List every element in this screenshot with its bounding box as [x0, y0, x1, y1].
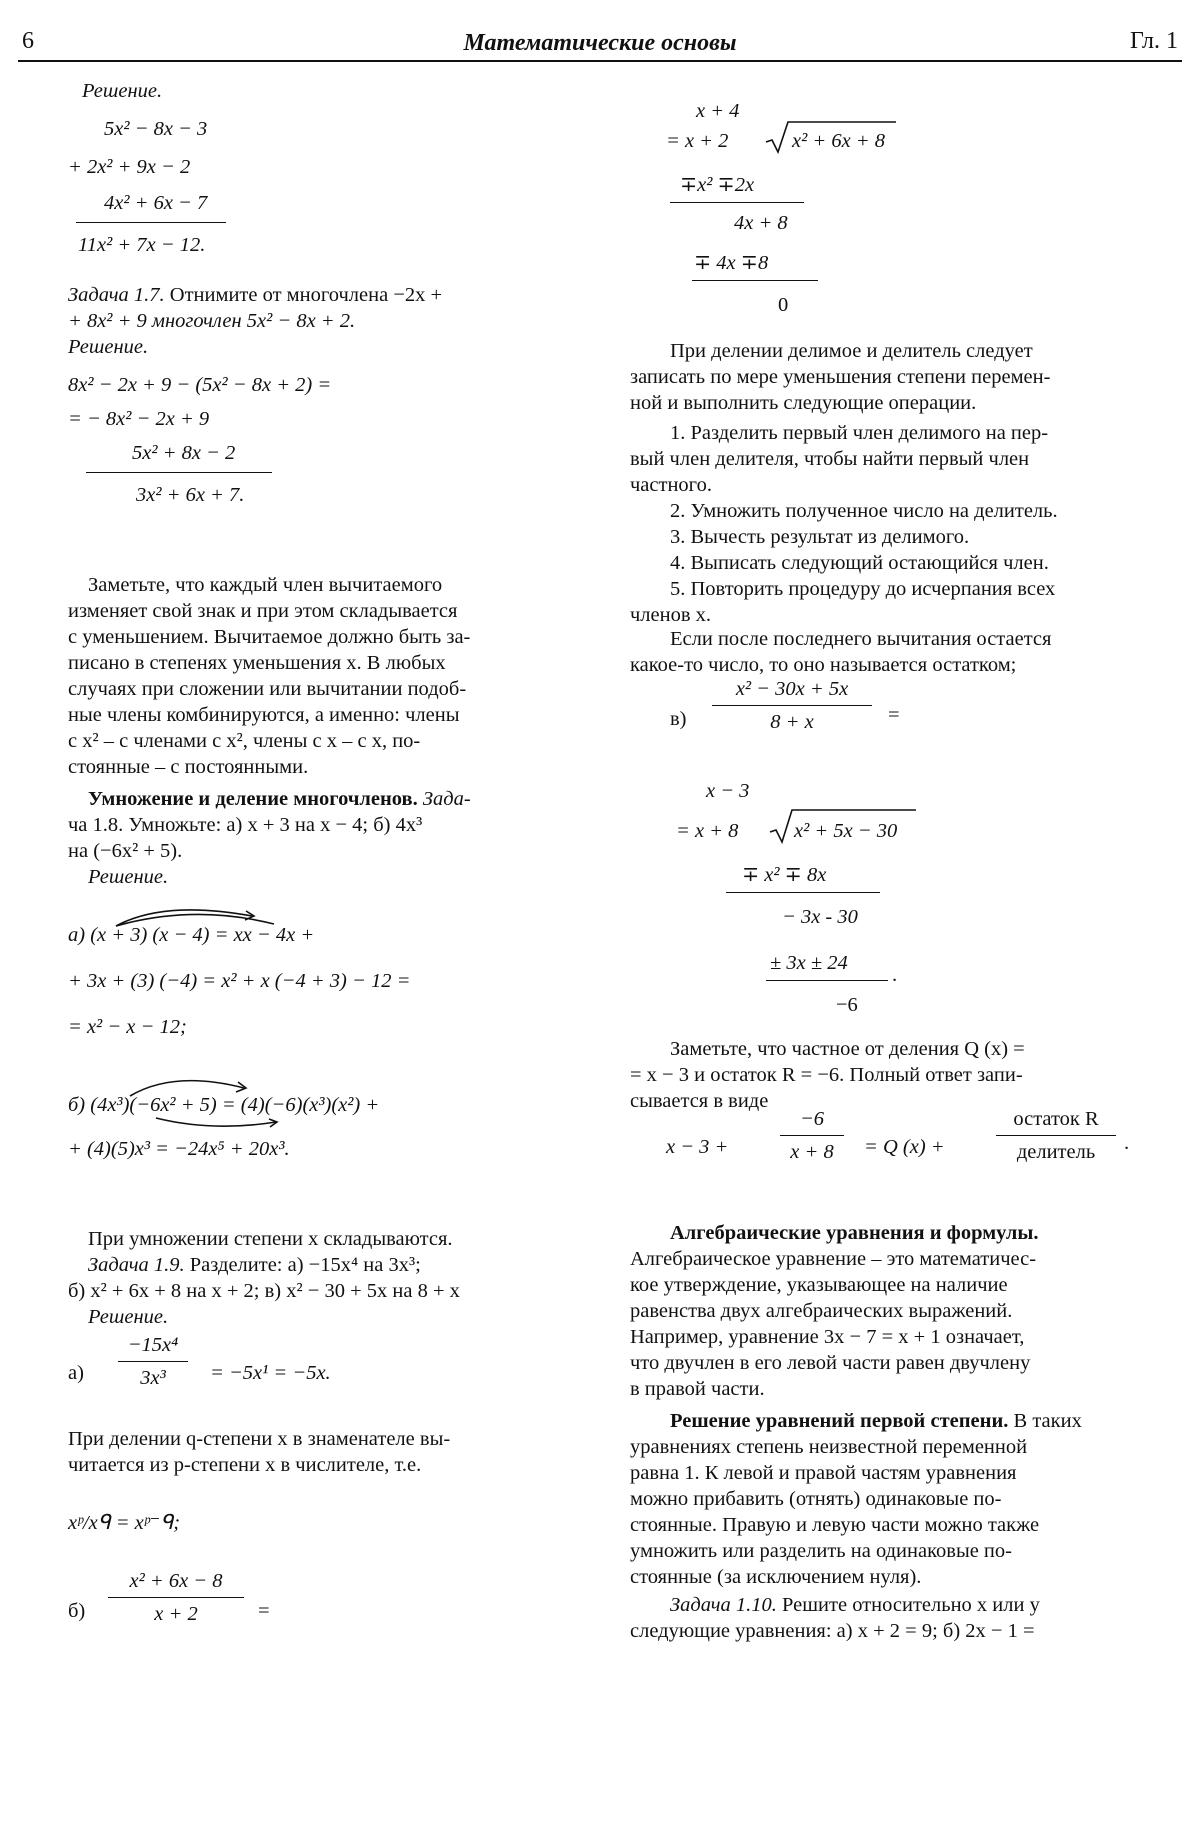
note-subtraction: Заметьте, что каждый член вычитаемого изменяет свой знак и при этом складывается с уменьшением. Вычитаемое должно быть за- писано в степенях уменьшения x. В любых случаях при сложении или вычитании подоб- ные члены комбинируются, а именно: члены с x² – с членами с x², члены с x – с x, по- стоянные – с постоянными. — [68, 574, 471, 778]
long-division-2-divisor: = x + 8 — [676, 820, 739, 842]
answer-period: . — [1124, 1132, 1130, 1154]
long-division-2-subtract-1: ∓ x² ∓ 8x — [742, 864, 827, 886]
division-b-equals: = — [258, 1600, 270, 1622]
long-division-1-remainder-2: 0 — [778, 294, 789, 316]
division-c-label: в) — [670, 708, 687, 730]
first-degree-paragraph: Решение уравнений первой степени. В таких уравнениях степень неизвестной переменной равна 1. К левой и правой частям уравнения можно прибавить (отнять) одинаковые по- стоянные. Правую и левую части можно также умножить или разделить на одинаковые по- стоянные (за исключением нуля). — [630, 1410, 1082, 1588]
division-rule — [766, 980, 888, 981]
solution-label: Решение. — [68, 336, 149, 358]
division-rule — [670, 202, 804, 203]
quotient-note: Заметьте, что частное от деления Q (x) = = x − 3 и остаток R = −6. Полный ответ запи- сывается в виде — [630, 1038, 1025, 1112]
division-c-fraction: x² − 30x + 5x 8 + x — [712, 676, 872, 735]
chapter-label: Гл. 1 — [1129, 28, 1178, 54]
solution-label: Решение. — [88, 866, 169, 888]
answer-fraction-1: −6 x + 8 — [780, 1106, 844, 1165]
sentence-period: . — [892, 964, 898, 986]
task-1-8: ча 1.8. Умножьте: а) x + 3 на x − 4; б) 4x³ — [68, 814, 423, 836]
answer-middle: = Q (x) + — [864, 1136, 945, 1158]
task-1-10-line-2: следующие уравнения: а) x + 2 = 9; б) 2x − 1 = — [630, 1620, 1035, 1642]
task-1-7-line-2: + 8x² + 9 многочлен 5x² − 8x + 2. — [68, 310, 356, 332]
note-division-line-1: При делении q-степени x в знаменателе вы- — [68, 1428, 451, 1450]
remainder-definition: Если после последнего вычитания остается какое-то число, то оно называется остатком; — [630, 628, 1052, 676]
long-division-1-dividend: x² + 6x + 8 — [792, 130, 886, 152]
task-1-10: Задача 1.10. Решите относительно x или y — [670, 1594, 1040, 1616]
long-division-2-quotient: x − 3 — [706, 780, 750, 802]
division-a-result: = −5x¹ = −5x. — [210, 1362, 331, 1384]
sum-rule — [76, 222, 226, 223]
long-division-2-dividend: x² + 5x − 30 — [794, 820, 898, 842]
running-title: Математические основы — [463, 30, 737, 56]
answer-lhs: x − 3 + — [666, 1136, 729, 1158]
multiply-a-line-2: + 3x + (3) (−4) = x² + x (−4 + 3) − 12 = — [68, 970, 411, 992]
task-1-7: Задача 1.7. Отнимите от многочлена −2x + — [68, 284, 443, 306]
section-heading: Решение уравнений первой степени. — [670, 1410, 1009, 1432]
solution-label: Решение. — [88, 1306, 169, 1328]
multiply-a-line-3: = x² − x − 12; — [68, 1016, 187, 1038]
division-steps: 1. Разделить первый член делимого на пер- вый член делителя, чтобы найти первый член частного. 2. Умножить полученное число на делитель. 3. Вычесть результат из делимого. 4. Выписать следующий остающийся член. 5. Повторить процедуру до исчерпания всех членов x. — [630, 422, 1058, 626]
distribution-arrows — [152, 1114, 292, 1134]
note-multiplication: При умножении степени x складываются. — [88, 1228, 453, 1250]
addition-line-2: + 2x² + 9x − 2 — [68, 156, 191, 178]
task-1-9: Задача 1.9. Разделите: а) −15x⁴ на 3x³; — [88, 1254, 421, 1276]
running-header — [18, 20, 1182, 62]
long-division-1-subtract-1: ∓x² ∓2x — [680, 174, 755, 196]
multiply-b-line-1: б) (4x³)(−6x² + 5) = (4)(−6)(x³)(x²) + — [68, 1094, 380, 1116]
long-division-1-remainder-1: 4x + 8 — [734, 212, 788, 234]
addition-line-3: 4x² + 6x − 7 — [104, 192, 208, 214]
task-1-9-line-2: б) x² + 6x + 8 на x + 2; в) x² − 30 + 5x на 8 + x — [68, 1280, 460, 1302]
long-division-1-divisor: = x + 2 — [666, 130, 729, 152]
division-a-fraction: −15x⁴ 3x³ — [118, 1332, 188, 1391]
division-rule — [726, 892, 880, 893]
subtraction-result: 3x² + 6x + 7. — [136, 484, 245, 506]
task-1-8-line-3: на (−6x² + 5). — [68, 840, 183, 862]
long-division-2-remainder-1: − 3x - 30 — [782, 906, 858, 928]
subtraction-line-1: 8x² − 2x + 9 − (5x² − 8x + 2) = — [68, 374, 332, 396]
note-division-line-2: читается из p-степени x в числителе, т.е. — [68, 1454, 422, 1476]
division-b-label: б) — [68, 1600, 86, 1622]
subtraction-line-2: = − 8x² − 2x + 9 — [68, 408, 210, 430]
division-a-label: а) — [68, 1362, 84, 1384]
section-heading: Алгебраические уравнения и формулы. — [670, 1222, 1039, 1244]
answer-fraction-2: остаток R делитель — [996, 1106, 1116, 1165]
long-division-1-quotient: x + 4 — [696, 100, 740, 122]
section-multiplication: Умножение и деление многочленов. Зада- — [88, 788, 471, 810]
long-division-2-subtract-2: ± 3x ± 24 — [770, 952, 848, 974]
power-division-rule: xᵖ/xᑫ = xᵖ⁻ᑫ; — [68, 1512, 181, 1534]
page-number: 6 — [22, 28, 34, 54]
algebraic-equations-paragraph: Алгебраические уравнения и формулы. Алгебраическое уравнение – это математичес- кое утверждение, указывающее на наличие равенства двух алгебраических выражений. Например, уравнение 3x − 7 = x + 1 означает, что двучлен в его левой части равен двучлену в правой части. — [630, 1220, 1178, 1402]
multiply-a-line-1: а) (x + 3) (x − 4) = xx − 4x + — [68, 924, 315, 946]
solution-label: Решение. — [82, 80, 163, 102]
long-division-2-remainder-2: −6 — [836, 994, 858, 1016]
division-b-fraction: x² + 6x − 8 x + 2 — [108, 1568, 244, 1627]
addition-line-1: 5x² − 8x − 3 — [104, 118, 208, 140]
subtraction-line-3: 5x² + 8x − 2 — [132, 442, 236, 464]
multiply-b-line-2: + (4)(5)x³ = −24x⁵ + 20x³. — [68, 1138, 290, 1160]
division-c-equals: = — [888, 704, 900, 726]
long-division-1-subtract-2: ∓ 4x ∓8 — [694, 252, 769, 274]
difference-rule — [86, 472, 272, 473]
addition-result: 11x² + 7x − 12. — [78, 234, 206, 256]
division-rule — [692, 280, 818, 281]
division-intro: При делении делимое и делитель следует записать по мере уменьшения степени перемен- ной и выполнить следующие операции. — [630, 340, 1051, 414]
